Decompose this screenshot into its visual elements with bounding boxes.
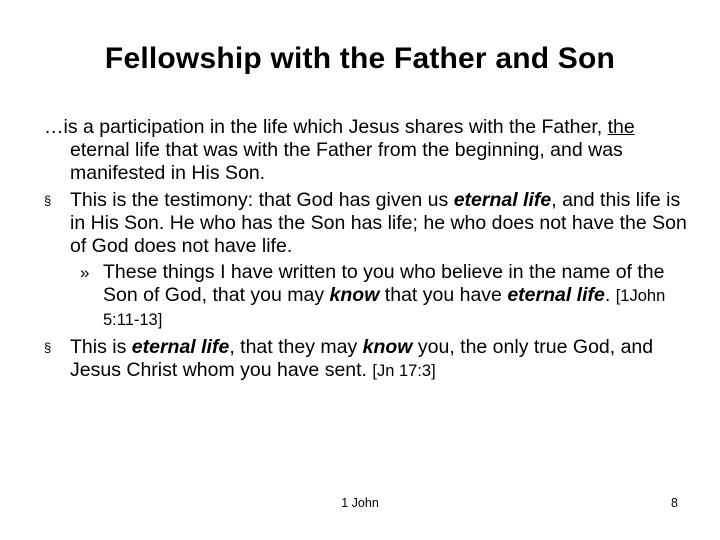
- bullet-testimony: [44, 189, 694, 258]
- subbullet-emphasis-eternal-life: eternal life: [507, 284, 605, 306]
- bullet-text: This is the testimony: that God has given us: [70, 189, 454, 211]
- slide-title: Fellowship with the Father and Son: [104, 42, 616, 75]
- bullet-marker: §: [44, 193, 52, 208]
- subbullet-text-mid: that you have: [379, 284, 508, 306]
- scripture-reference: [1John 5:11-13]: [103, 287, 666, 329]
- bullet-emphasis-know: know: [362, 336, 413, 358]
- lead-underlined-word: the: [607, 116, 635, 138]
- subbullet-text: These things I have written to you who believe in the name of the Son of God, that you may: [103, 261, 665, 306]
- subbullet-marker: »: [80, 263, 90, 282]
- bullet-text-end: , and this life is in His Son. He who has the Son has life; he who does not have the Son of God does not have life.: [70, 189, 687, 257]
- bullet-eternal-life: [44, 336, 694, 383]
- bullet-text-mid: , that they may: [229, 336, 363, 358]
- lead-text-end: eternal life that was with the Father from the beginning, and was manifested in His Son.: [70, 139, 623, 184]
- bullet-emphasis-eternal-life: eternal life: [131, 336, 230, 358]
- lead-paragraph: [44, 116, 694, 185]
- bullet-text-end: you, the only true God, and Jesus Christ whom you have sent.: [70, 336, 654, 381]
- subbullet-text-end: .: [604, 284, 616, 306]
- subbullet-written-to-you: [44, 261, 694, 332]
- page-number: 8: [671, 496, 678, 510]
- bullet-text: This is: [70, 336, 132, 358]
- bullet-marker: §: [44, 340, 52, 355]
- footer-book-title: 1 John: [341, 496, 379, 510]
- bullet-emphasis: eternal life: [453, 189, 552, 211]
- subbullet-emphasis-know: know: [329, 284, 380, 306]
- slide-body: [44, 116, 694, 383]
- lead-text: …is a participation in the life which Jesus shares with the Father,: [44, 116, 608, 138]
- scripture-reference: [Jn 17:3]: [372, 362, 436, 380]
